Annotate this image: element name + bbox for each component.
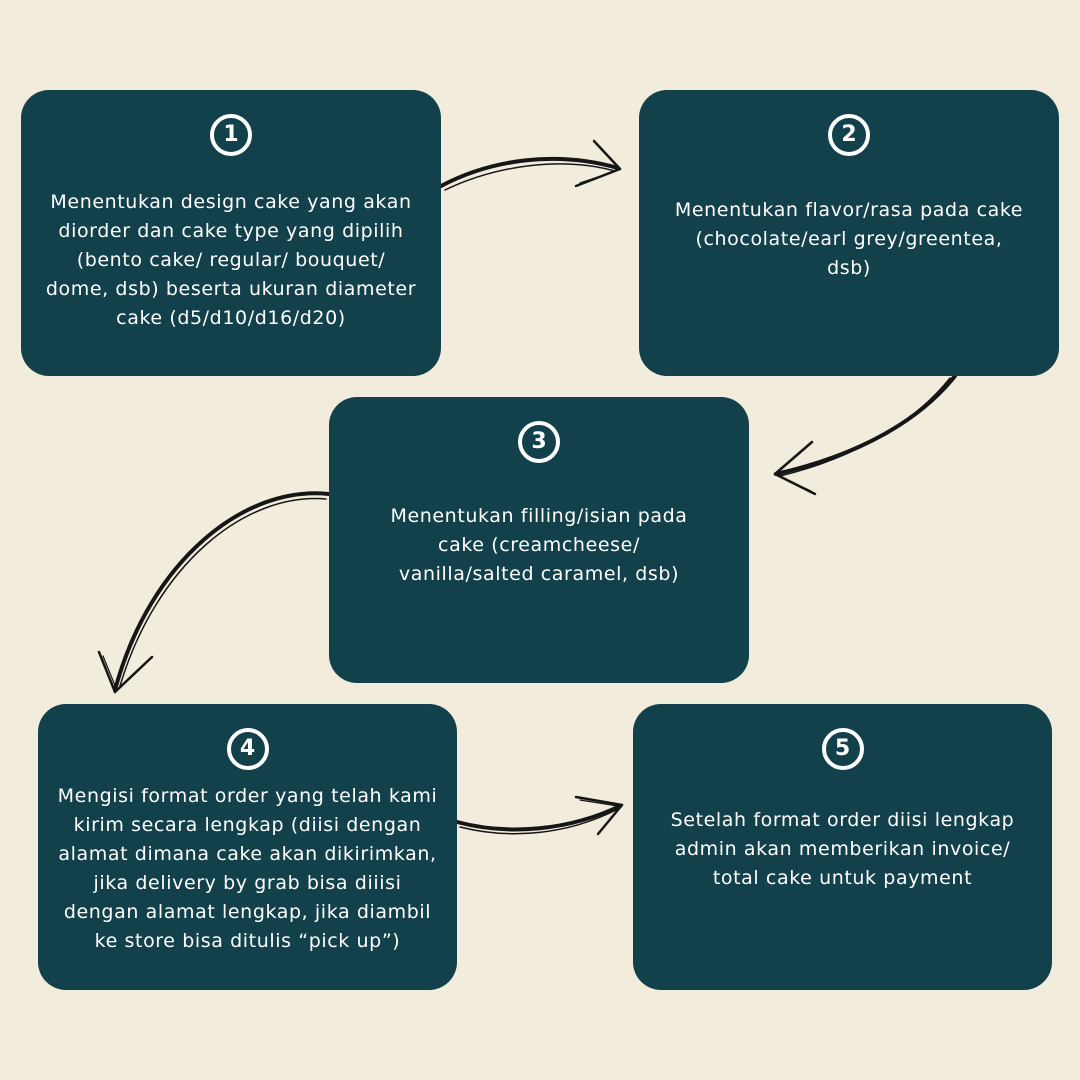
step-description-3: Menentukan filling/isian pada cake (creamcheese/ vanilla/salted caramel, dsb) [390, 505, 688, 585]
step-number-badge-2: 2 [828, 114, 870, 156]
arrow-step-1-to-2 [441, 141, 620, 190]
step-description-5: Setelah format order diisi lengkap admin akan memberikan invoice/ total cake untuk payment [670, 809, 1015, 889]
arrow-step-3-to-4 [99, 493, 329, 692]
step-card-1 [21, 90, 441, 376]
step-number-badge-3: 3 [518, 421, 560, 463]
step-card-4 [38, 704, 457, 990]
step-description-1: Menentukan design cake yang akan diorder dan cake type yang dipilih (bento cake/ regular/ bouquet/ dome, dsb) beserta ukuran diameter cake (d5/d10/d16/d20) [45, 191, 417, 329]
arrow-step-2-to-3 [775, 376, 955, 494]
step-number-badge-5: 5 [822, 728, 864, 770]
step-number-badge-1: 1 [210, 114, 252, 156]
step-description-4: Mengisi format order yang telah kami kirim secara lengkap (diisi dengan alamat dimana cake akan dikirimkan, jika delivery by grab bisa diiisi dengan alamat lengkap, jika diambil ke store bisa ditulis “pick up”) [57, 785, 438, 952]
step-card-5 [633, 704, 1052, 990]
arrow-step-4-to-5 [457, 797, 622, 834]
step-number-badge-4: 4 [227, 728, 269, 770]
step-description-2: Menentukan flavor/rasa pada cake (chocolate/earl grey/greentea, dsb) [674, 199, 1024, 279]
step-card-2 [639, 90, 1059, 376]
step-card-3 [329, 397, 749, 683]
